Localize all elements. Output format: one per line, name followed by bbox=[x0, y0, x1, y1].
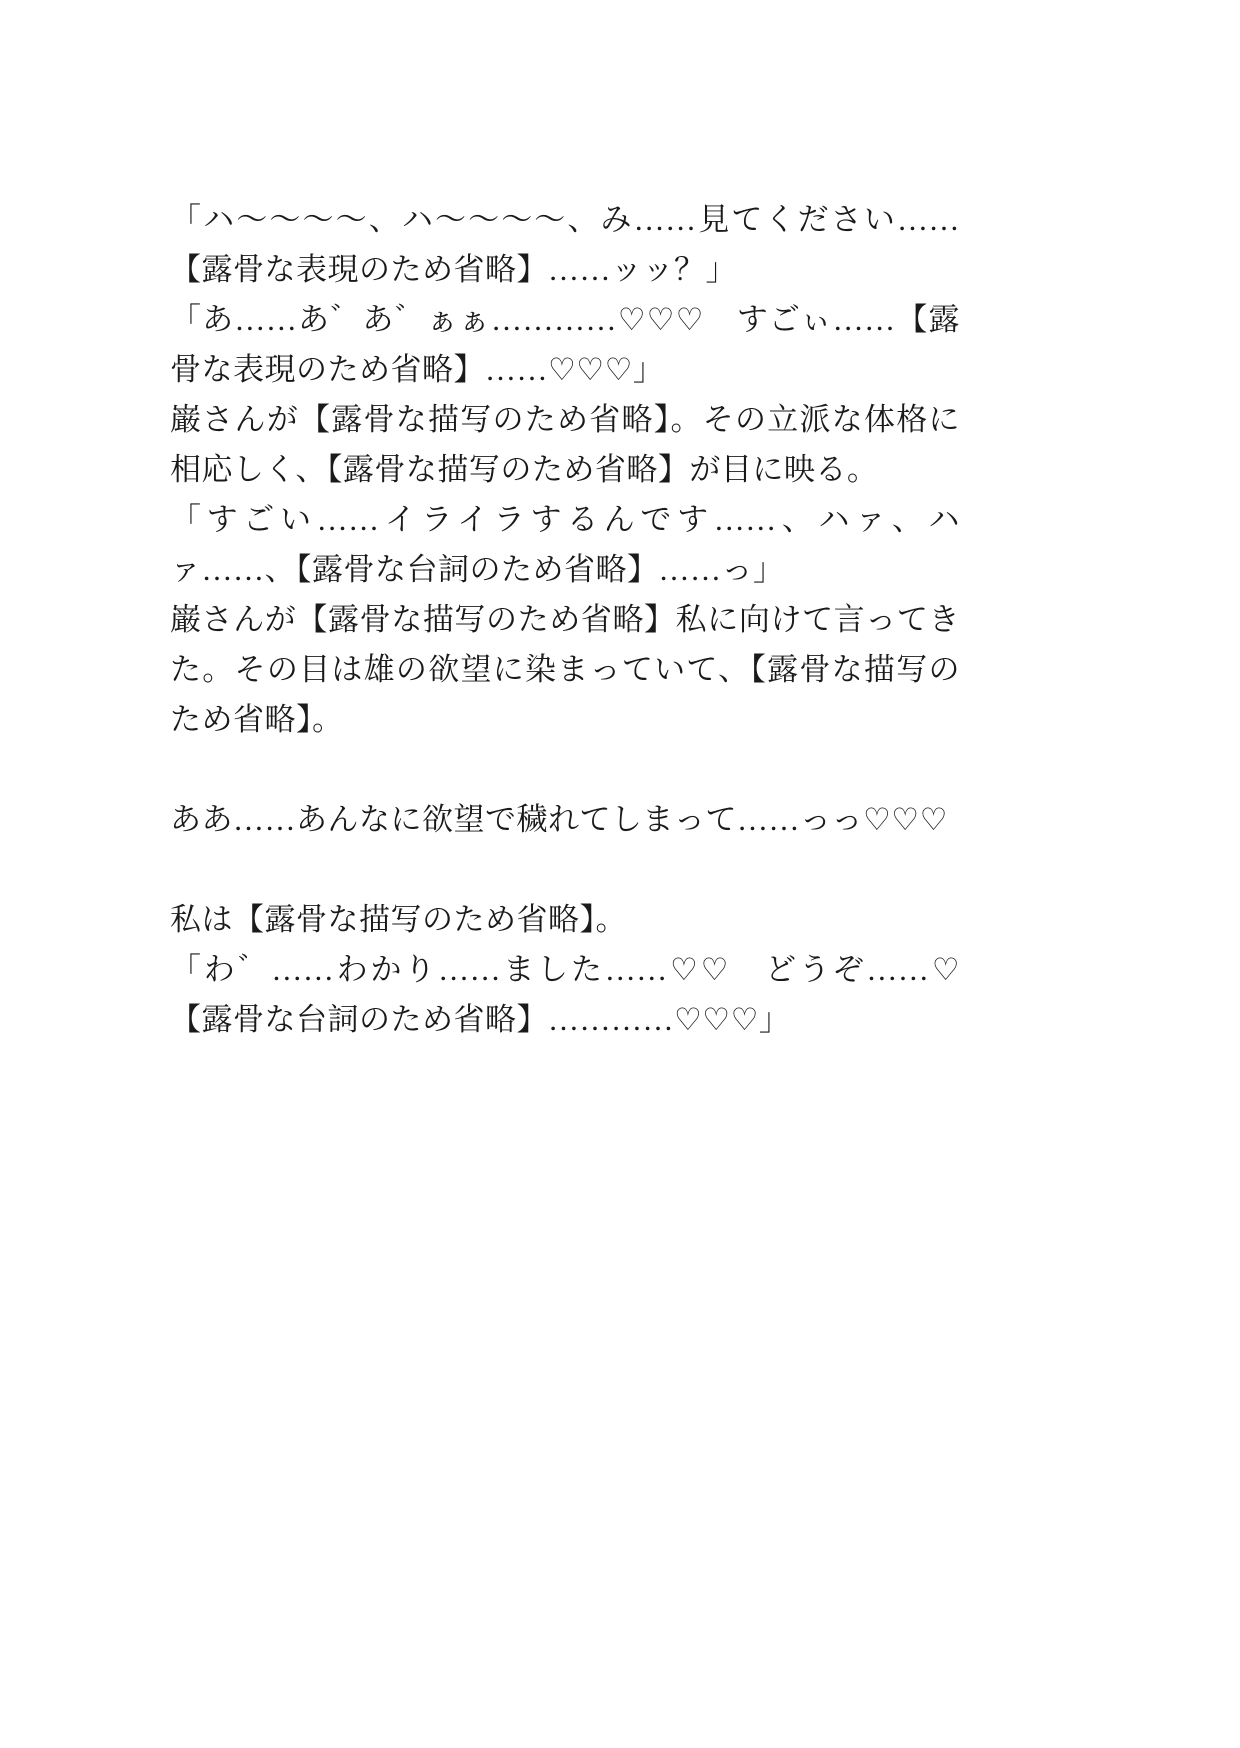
paragraph: ああ……あんなに欲望で穢れてしまって……っっ♡♡♡ bbox=[170, 802, 948, 837]
paragraph: 「ハ～～～～、ハ～～～～、み……見てください……【露骨な表現のため省略】……ッッ？」 bbox=[170, 202, 960, 287]
paragraph-spacer bbox=[170, 745, 960, 795]
paragraph: 「すごい……イライラするんです……、ハァ、ハァ……、【露骨な台詞のため省略】……っ」 bbox=[170, 502, 960, 587]
page-text bbox=[170, 195, 960, 1045]
document-page bbox=[170, 195, 960, 1045]
paragraph: 「わ゛……わかり……ました……♡♡ どうぞ……♡【露骨な台詞のため省略】…………♡♡♡」 bbox=[170, 952, 960, 1037]
paragraph: 私は【露骨な描写のため省略】。 bbox=[170, 902, 627, 937]
paragraph: 「あ……あ゛あ゛ぁぁ…………♡♡♡ すごぃ……【露骨な表現のため省略】……♡♡♡」 bbox=[170, 302, 960, 387]
paragraph: 巌さんが【露骨な描写のため省略】。その立派な体格に相応しく、【露骨な描写のため省略】が目に映る。 bbox=[170, 402, 960, 487]
paragraph: 巌さんが【露骨な描写のため省略】私に向けて言ってきた。その目は雄の欲望に染まっていて、【露骨な描写のため省略】。 bbox=[170, 602, 960, 737]
paragraph-spacer bbox=[170, 845, 960, 895]
